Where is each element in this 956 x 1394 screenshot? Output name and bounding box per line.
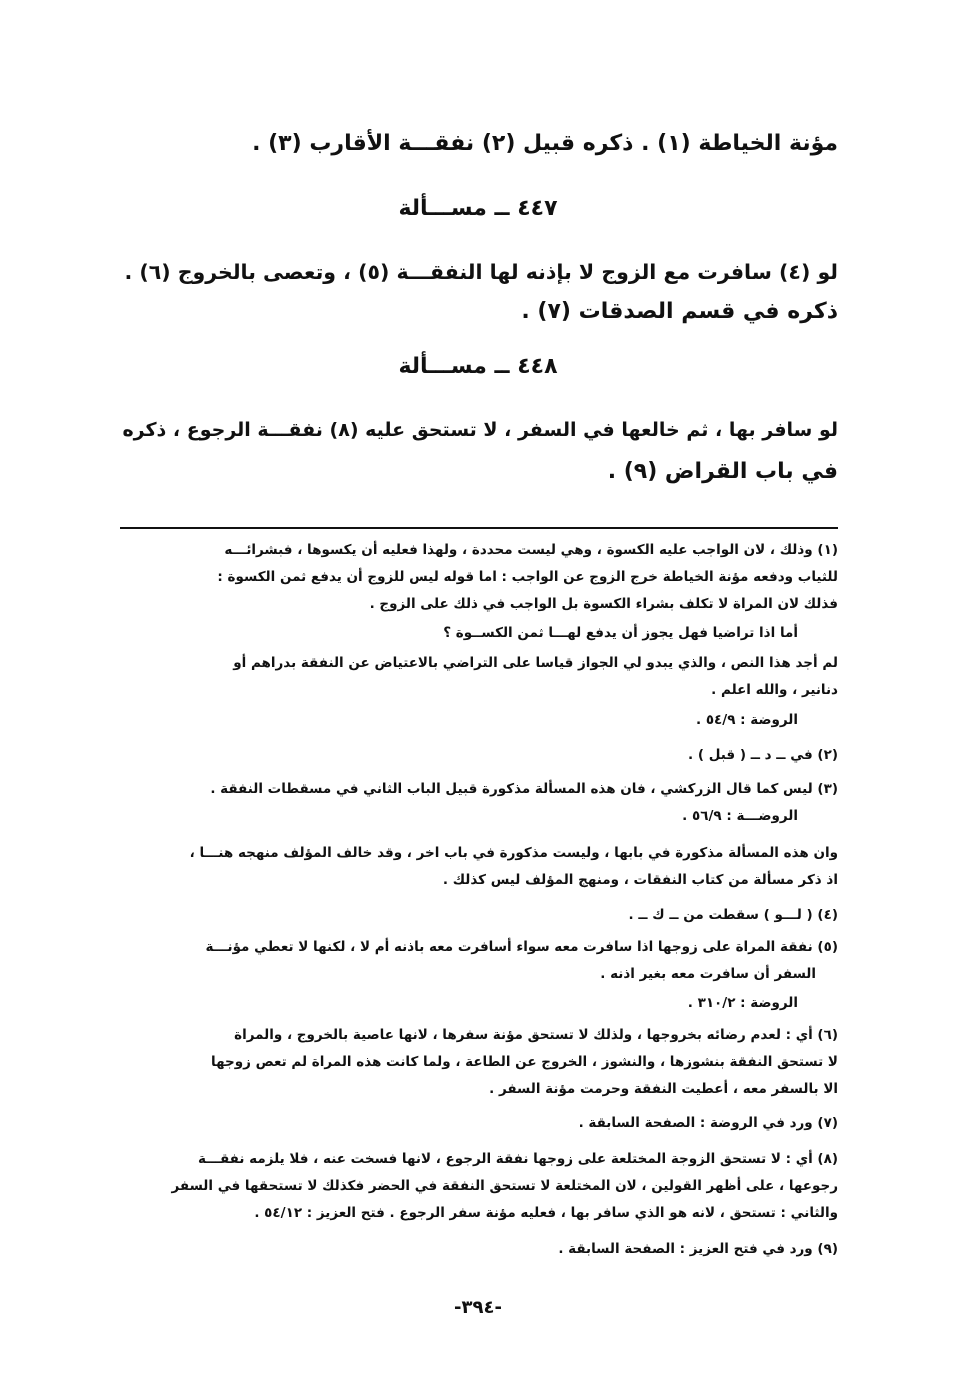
footnote-3-line-4: اذ ذكر مسألة من كتاب النفقات ، ومنهج المؤلف ليس كذلك . xyxy=(442,872,838,888)
footnote-6-line-1: (٦) أي : لعدم رضائه بخروجها ، ولذلك لا تستحق مؤنة سفرها ، لانها عاصية بالخروج ، والمراة xyxy=(234,1027,838,1043)
footnote-9: (٩) ورد في فتح العزيز : الصفحة السابقة . xyxy=(558,1241,838,1257)
issue-448-line-1: لو سافر بها ، ثم خالعها في السفر ، لا تستحق عليه (٨) نفقـــة الرجوع ، ذكره xyxy=(122,419,838,441)
footnote-3-line-2: الروضـــة : ٥٦/٩ . xyxy=(682,808,798,824)
issue-448-line-2: في باب القراض (٩) . xyxy=(607,459,838,484)
footnote-1-line-7: الروضة : ٥٤/٩ . xyxy=(695,712,798,728)
footnote-3-line-1: (٣) ليس كما قال الزركشي ، فان هذه المسألة مذكورة قبيل الباب الثاني في مسقطات النفقة . xyxy=(210,781,838,797)
footnote-1-line-3: فذلك لان المراة لا تكلف بشراء الكسوة بل الواجب في ذلك على الزوج . xyxy=(369,596,838,612)
footnote-5-line-1: (٥) نفقة المراة على زوجها اذا سافرت معه سواء أسافرت معه باذنه أم لا ، لكنها لا تعطي مؤنـــة xyxy=(205,939,838,955)
footnote-1-line-1: (١) وذلك ، لان الواجب عليه الكسوة ، وهي ليست محددة ، ولهذا فعليه أن يكسوها ، فبشرائـــه xyxy=(224,542,838,558)
footnote-1-line-2: للثياب ودفعه مؤنة الخياطة خرج الزوج عن الواجب : اما قوله ليس للزوج أن يدفع ثمن الكسوة : xyxy=(217,569,838,585)
footnote-1-line-4: أما اذا تراضيا فهل يجوز أن يدفع لهـــا ثمن الكســوة ؟ xyxy=(443,625,798,641)
issue-heading-448: ٤٤٨ ــ مســـألة xyxy=(398,354,558,379)
footnote-4: (٤) ( لـــو ) سقطت من ــ ك ــ . xyxy=(628,907,838,923)
footnote-7: (٧) ورد في الروضة : الصفحة السابقة . xyxy=(578,1115,838,1131)
footnote-1-line-6: دنانير ، والله اعلم . xyxy=(711,682,838,698)
footnote-6-line-3: الا بالسفر معه ، أعطيت النفقة وحرمت مؤنة السفر . xyxy=(489,1081,838,1097)
footnote-6-line-2: لا تستحق النفقة بنشوزها ، والنشوز ، الخروج عن الطاعة ، ولما كانت هذه المراة لم تعص زوجها xyxy=(211,1054,838,1070)
issue-447-line-2: ذكره في قسم الصدقات (٧) . xyxy=(521,299,838,324)
footnote-8-line-1: (٨) أي : لا تستحق الزوجة المختلعة على زوجها نفقة الرجوع ، لانها فسخت عنه ، فلا يلزمه نفقـــة xyxy=(197,1151,838,1167)
issue-447-line-1: لو (٤) سافرت مع الزوج لا بإذنه لها النفقـــة (٥) ، وتعصى بالخروج (٦) . xyxy=(124,260,838,284)
footnote-8-line-2: رجوعها ، على أظهر القولين ، لان المختلعة لا تستحق النفقة في الحضر فكذلك لا تستحقها في السفر xyxy=(171,1178,838,1194)
page-number: -٣٩٤- xyxy=(454,1297,502,1318)
footnote-8-line-3: والثاني : تستحق ، لانه هو الذي سافر بها ، فعليه مؤنة سفر الرجوع . فتح العزيز : ٥٤/١٢ . xyxy=(254,1205,838,1221)
footnote-5-line-2: السفر أن سافرت معه بغير اذنه . xyxy=(600,966,816,982)
footnote-5-line-3: الروضة : ٣١٠/٢ . xyxy=(687,995,798,1011)
footnote-separator xyxy=(120,527,838,529)
footnote-3-line-3: وان هذه المسألة مذكورة في بابها ، وليست مذكورة في باب اخر ، وقد خالف المؤلف منهجه هنـــا ، xyxy=(189,845,838,861)
footnote-2: (٢) في ــ د ــ ( قبل ) . xyxy=(688,747,838,763)
footnote-1-line-5: لم أجد هذا النص ، والذي يبدو لي الجواز قياسا على التراضي بالاعتياض عن النفقة بدراهم أو xyxy=(233,655,838,671)
issue-heading-447: ٤٤٧ ــ مســـألة xyxy=(398,196,558,221)
main-line-1: مؤنة الخياطة (١) . ذكره قبيل (٢) نفقـــة الأقارب (٣) . xyxy=(252,131,838,156)
